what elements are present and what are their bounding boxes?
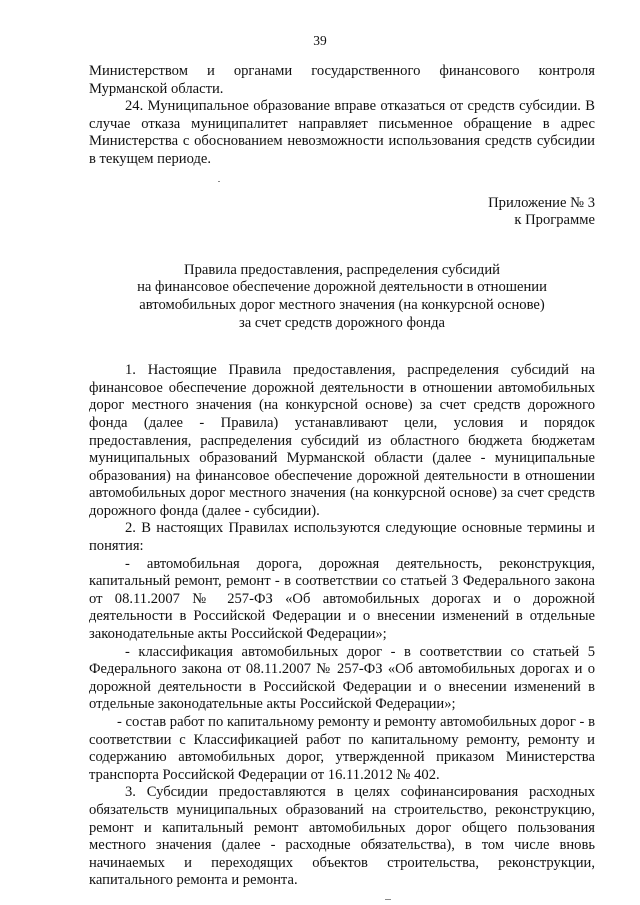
appendix-number: Приложение № 3: [488, 194, 595, 211]
paragraph-2: 2. В настоящих Правилах используются следующие основные термины и понятия:: [89, 520, 595, 555]
title-line-4: за счет средств дорожного фонда: [239, 314, 445, 331]
document-body: [89, 63, 595, 890]
term-works: - состав работ по капитальному ремонту и ремонту автомобильных дорог - в соответствии с Классификацией работ по капитальному ремонту, ремонту и содержанию автомобильных дорог, утвержденной приказом Министерства транспорта Российской Федерации от 16.11.2012 № 402.: [89, 714, 595, 783]
paragraph-1: 1. Настоящие Правила предоставления, распределения субсидий на финансовое обеспечение дорожной деятельности в отношении автомобильных дорог местного значения (на конкурсной основе) за счет средств дорожного фонда (далее - Правила) устанавливают цели, условия и порядок предоставления, распределения субсидий из областного бюджета бюджетам муниципальных образований Мурманской области (далее - муниципальные образования) на финансовое обеспечение дорожной деятельности в отношении автомобильных дорог местного значения (на конкурсной основе) за счет средств дорожного фонда (далее - субсидии).: [89, 362, 595, 519]
title-line-3: автомобильных дорог местного значения (на конкурсной основе): [139, 296, 545, 313]
page-number: 39: [313, 33, 327, 48]
scan-speck: [218, 181, 220, 182]
term-classification: - классификация автомобильных дорог - в соответствии со статьей 5 Федерального закона от 08.11.2007 № 257-ФЗ «Об автомобильных дорогах и о дорожной деятельности в Российской Федерации и о внесении изменений в отдельные законодательные акты Российской Федерации»;: [89, 643, 595, 713]
paragraph-continuation: Министерством и органами государственного финансового контроля Мурманской области.: [89, 63, 595, 97]
paragraph-24: 24. Муниципальное образование вправе отказаться от средств субсидии. В случае отказа муниципалитет направляет письменное обращение в адрес Министерства с обоснованием невозможности использования средств субсидии в текущем периоде.: [89, 98, 595, 167]
term-road: - автомобильная дорога, дорожная деятельность, реконструкция, капитальный ремонт, ремонт - в соответствии со статьей 3 Федерального закона от 08.11.2007 № 257-ФЗ «Об автомобильных дорогах и о дорожной деятельности в Российской Федерации и о внесении изменений в отдельные законодательные акты Российской Федерации»;: [89, 555, 595, 643]
title-line-1: Правила предоставления, распределения субсидий: [184, 261, 500, 278]
appendix-target: к Программе: [514, 212, 595, 229]
scan-speck: [385, 899, 391, 900]
appendix-heading: [89, 195, 595, 230]
title-line-2: на финансовое обеспечение дорожной деятельности в отношении: [137, 279, 547, 296]
paragraph-3: 3. Субсидии предоставляются в целях софинансирования расходных обязательств муниципальных образований на строительство, реконструкцию, ремонт и капитальный ремонт автомобильных дорог общего пользования местного значения (далее - расходные обязательства), в том числе вновь начинаемых и переходящих объектов строительства, реконструкции, капитального ремонта и ремонта.: [89, 784, 595, 889]
document-title: [89, 262, 595, 332]
